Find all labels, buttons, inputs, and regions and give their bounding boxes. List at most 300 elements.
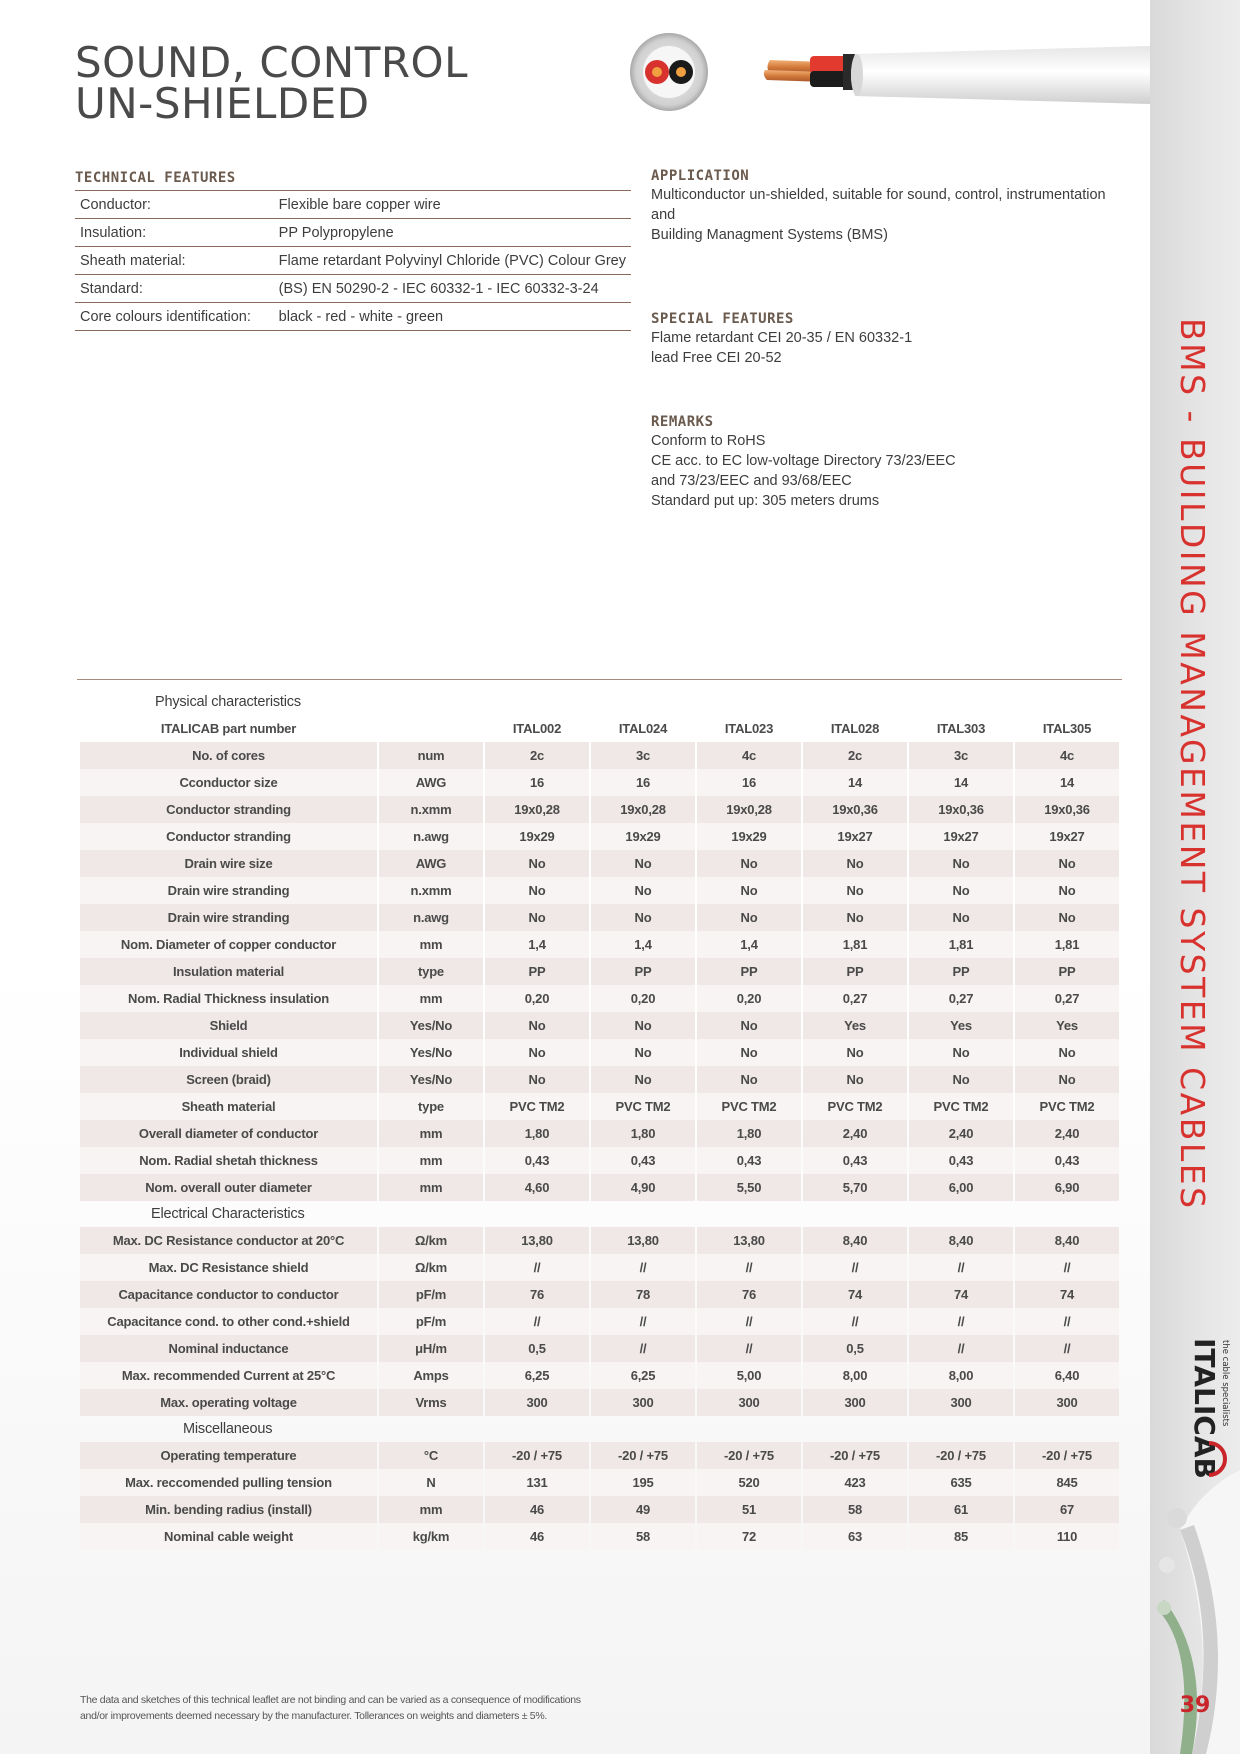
table-row [80, 985, 1119, 1012]
row-value: 1,80 [697, 1120, 801, 1147]
row-value: 78 [591, 1281, 695, 1308]
row-value: // [909, 1335, 1013, 1362]
row-value: No [697, 1012, 801, 1039]
row-value: 19x0,36 [909, 796, 1013, 823]
row-value: PVC TM2 [485, 1093, 589, 1120]
row-value: 0,5 [485, 1335, 589, 1362]
row-label: Max. DC Resistance shield [80, 1254, 377, 1281]
row-value: 19x29 [485, 823, 589, 850]
row-value: 6,00 [909, 1174, 1013, 1201]
row-label: Nom. Radial shetah thickness [80, 1147, 377, 1174]
row-value: 0,43 [909, 1147, 1013, 1174]
row-value: // [909, 1308, 1013, 1335]
row-value: 0,43 [485, 1147, 589, 1174]
cable-illustration [625, 40, 1150, 120]
row-value: 58 [803, 1496, 907, 1523]
row-unit: Yes/No [379, 1012, 483, 1039]
row-unit: Yes/No [379, 1039, 483, 1066]
row-value: // [697, 1335, 801, 1362]
row-value: 19x0,28 [485, 796, 589, 823]
row-value: 76 [697, 1281, 801, 1308]
row-value: 2c [485, 742, 589, 769]
disclaimer [80, 1692, 680, 1724]
section-title: Physical characteristics [155, 694, 301, 710]
row-value: 0,20 [697, 985, 801, 1012]
technical-feature-row [75, 247, 631, 275]
row-label: Shield [80, 1012, 377, 1039]
row-label: Cconductor size [80, 769, 377, 796]
row-label: Min. bending radius (install) [80, 1496, 377, 1523]
row-value: 1,80 [485, 1120, 589, 1147]
row-value: 3c [909, 742, 1013, 769]
row-value: No [591, 877, 695, 904]
row-value: PVC TM2 [803, 1093, 907, 1120]
disclaimer-line: and/or improvements deemed necessary by the manufacturer. Tollerances on weights and diameters ± 5%. [80, 1710, 547, 1722]
row-unit: pF/m [379, 1281, 483, 1308]
row-value: 19x0,36 [803, 796, 907, 823]
row-value: 0,27 [1015, 985, 1119, 1012]
row-value: 72 [697, 1523, 801, 1550]
row-value: No [1015, 1039, 1119, 1066]
row-value: No [697, 904, 801, 931]
row-label: Insulation material [80, 958, 377, 985]
row-unit: Vrms [379, 1389, 483, 1416]
row-value: No [591, 1039, 695, 1066]
row-value: No [909, 1039, 1013, 1066]
row-value: 300 [803, 1389, 907, 1416]
row-value: Yes [1015, 1012, 1119, 1039]
row-value: 49 [591, 1496, 695, 1523]
row-value: 8,00 [909, 1362, 1013, 1389]
row-value: 85 [909, 1523, 1013, 1550]
section-title-cell [80, 1201, 1119, 1227]
row-value: 16 [485, 769, 589, 796]
row-unit: mm [379, 1496, 483, 1523]
part-number-row [80, 715, 1119, 742]
row-unit: mm [379, 1120, 483, 1147]
row-unit: °C [379, 1442, 483, 1469]
vertical-category-title: BMS - BUILDING MANAGEMENT SYSTEM CABLES [1173, 318, 1212, 1211]
row-unit: mm [379, 1147, 483, 1174]
row-value: 19x27 [803, 823, 907, 850]
row-unit: AWG [379, 769, 483, 796]
row-value: 5,70 [803, 1174, 907, 1201]
technical-feature-value: PP Polypropylene [274, 219, 631, 247]
row-value: 51 [697, 1496, 801, 1523]
technical-feature-value: Flame retardant Polyvinyl Chloride (PVC) Colour Grey [274, 247, 631, 275]
technical-feature-row [75, 275, 631, 303]
row-value: 13,80 [485, 1227, 589, 1254]
part-number: ITAL023 [724, 721, 774, 736]
row-value: No [1015, 850, 1119, 877]
row-value: -20 / +75 [803, 1442, 907, 1469]
row-value: -20 / +75 [591, 1442, 695, 1469]
row-value: 8,00 [803, 1362, 907, 1389]
row-label: Nom. Radial Thickness insulation [80, 985, 377, 1012]
table-row [80, 1039, 1119, 1066]
disclaimer-line: The data and sketches of this technical leaflet are not binding and can be varied as a consequence of modifications [80, 1694, 581, 1706]
row-value: 2,40 [1015, 1120, 1119, 1147]
row-value: 58 [591, 1523, 695, 1550]
row-value: 1,4 [697, 931, 801, 958]
row-value: 2,40 [909, 1120, 1013, 1147]
row-value: 5,50 [697, 1174, 801, 1201]
page-title [75, 38, 635, 128]
row-value: 14 [909, 769, 1013, 796]
row-unit: n.xmm [379, 877, 483, 904]
table-row [80, 1496, 1119, 1523]
remarks-line: Conform to RoHS [651, 433, 766, 449]
row-value: 1,81 [1015, 931, 1119, 958]
row-value: 1,4 [485, 931, 589, 958]
row-value: -20 / +75 [1015, 1442, 1119, 1469]
row-value: No [591, 1012, 695, 1039]
row-unit: type [379, 1093, 483, 1120]
row-value: No [591, 904, 695, 931]
row-value: // [591, 1254, 695, 1281]
table-row [80, 1120, 1119, 1147]
part-number-unit [379, 715, 483, 742]
part-number: ITAL028 [830, 721, 880, 736]
section-title-row [80, 1416, 1119, 1442]
brand-name: ITALICAB [1188, 1338, 1221, 1479]
row-value: // [591, 1308, 695, 1335]
table-row [80, 796, 1119, 823]
row-unit: num [379, 742, 483, 769]
row-value: 300 [909, 1389, 1013, 1416]
row-label: Drain wire size [80, 850, 377, 877]
row-value: 300 [485, 1389, 589, 1416]
row-value: 13,80 [697, 1227, 801, 1254]
row-value: PVC TM2 [909, 1093, 1013, 1120]
row-label: Conductor stranding [80, 823, 377, 850]
row-value: No [803, 1066, 907, 1093]
special-features-line: Flame retardant CEI 20-35 / EN 60332-1 [651, 330, 913, 346]
row-label: Nom. Diameter of copper conductor [80, 931, 377, 958]
row-unit: n.awg [379, 823, 483, 850]
technical-feature-label: Standard: [75, 275, 274, 303]
row-value: 74 [1015, 1281, 1119, 1308]
row-value: 1,81 [803, 931, 907, 958]
special-features-heading: SPECIAL FEATURES [651, 311, 794, 327]
remarks-line: Standard put up: 305 meters drums [651, 493, 880, 509]
row-unit: N [379, 1469, 483, 1496]
table-row [80, 850, 1119, 877]
row-value: No [591, 1066, 695, 1093]
row-value: // [485, 1254, 589, 1281]
application-section [651, 168, 1131, 245]
row-value: PP [697, 958, 801, 985]
row-value: PP [1015, 958, 1119, 985]
italicab-logo [1163, 1335, 1230, 1479]
row-unit: Amps [379, 1362, 483, 1389]
row-label: Sheath material [80, 1093, 377, 1120]
brand-logo-icon [1163, 1335, 1230, 1479]
technical-features [75, 170, 631, 331]
table-row [80, 769, 1119, 796]
technical-feature-label: Core colours identification: [75, 303, 274, 331]
row-value: // [591, 1335, 695, 1362]
row-value: 19x29 [697, 823, 801, 850]
row-label: Capacitance cond. to other cond.+shield [80, 1308, 377, 1335]
special-features-line: lead Free CEI 20-52 [651, 350, 782, 366]
technical-features-heading: TECHNICAL FEATURES [75, 170, 236, 186]
section-divider [77, 679, 1122, 680]
row-label: Nom. overall outer diameter [80, 1174, 377, 1201]
row-value: No [485, 877, 589, 904]
part-number: ITAL002 [512, 721, 562, 736]
row-value: // [1015, 1308, 1119, 1335]
row-value: No [485, 904, 589, 931]
application-line: Building Managment Systems (BMS) [651, 227, 888, 243]
row-label: Drain wire stranding [80, 904, 377, 931]
part-number: ITAL305 [1042, 721, 1092, 736]
technical-feature-row [75, 191, 631, 219]
row-value: 16 [697, 769, 801, 796]
row-value: 131 [485, 1469, 589, 1496]
row-unit: pF/m [379, 1308, 483, 1335]
row-label: Screen (braid) [80, 1066, 377, 1093]
row-value: No [697, 877, 801, 904]
row-unit: mm [379, 1174, 483, 1201]
row-value: 19x0,28 [697, 796, 801, 823]
row-label: Nominal cable weight [80, 1523, 377, 1550]
row-value: 520 [697, 1469, 801, 1496]
row-value: 1,81 [909, 931, 1013, 958]
row-value: 845 [1015, 1469, 1119, 1496]
row-value: No [697, 1039, 801, 1066]
row-value: // [697, 1308, 801, 1335]
row-value: 19x0,36 [1015, 796, 1119, 823]
table-row [80, 1227, 1119, 1254]
row-value: 300 [1015, 1389, 1119, 1416]
technical-feature-value: (BS) EN 50290-2 - IEC 60332-1 - IEC 60332-3-24 [274, 275, 631, 303]
row-value: // [803, 1254, 907, 1281]
row-value: 13,80 [591, 1227, 695, 1254]
row-value: 0,20 [591, 985, 695, 1012]
row-value: PVC TM2 [591, 1093, 695, 1120]
section-title-row [80, 689, 1119, 715]
part-number-label: ITALICAB part number [160, 721, 297, 736]
row-label: Capacitance conductor to conductor [80, 1281, 377, 1308]
remarks-line: CE acc. to EC low-voltage Directory 73/23/EEC [651, 453, 956, 469]
table-row [80, 1281, 1119, 1308]
technical-features-table [75, 190, 631, 331]
row-value: 5,00 [697, 1362, 801, 1389]
row-value: 0,43 [1015, 1147, 1119, 1174]
section-title-cell [80, 1416, 1119, 1442]
table-row [80, 742, 1119, 769]
application-line: Multiconductor un-shielded, suitable for sound, control, instrumentation and [651, 187, 1106, 223]
table-row [80, 1335, 1119, 1362]
row-value: 0,5 [803, 1335, 907, 1362]
row-value: 74 [909, 1281, 1013, 1308]
special-features-section [651, 311, 1131, 368]
row-label: Max. recommended Current at 25°C [80, 1362, 377, 1389]
row-value: -20 / +75 [909, 1442, 1013, 1469]
row-value: No [485, 850, 589, 877]
brand-tagline: the cable specialists [1220, 1340, 1230, 1427]
row-value: 1,80 [591, 1120, 695, 1147]
row-value: 1,4 [591, 931, 695, 958]
row-value: Yes [803, 1012, 907, 1039]
row-value: No [803, 850, 907, 877]
row-value: No [697, 1066, 801, 1093]
table-row [80, 1093, 1119, 1120]
row-unit: μH/m [379, 1335, 483, 1362]
row-value: PP [591, 958, 695, 985]
row-unit: n.xmm [379, 796, 483, 823]
remarks-section [651, 414, 1131, 511]
row-value: 4,90 [591, 1174, 695, 1201]
row-unit: mm [379, 931, 483, 958]
table-row [80, 1442, 1119, 1469]
row-value: 8,40 [803, 1227, 907, 1254]
section-title-row [80, 1201, 1119, 1227]
row-value: 74 [803, 1281, 907, 1308]
row-value: No [803, 904, 907, 931]
row-value: 300 [697, 1389, 801, 1416]
row-value: // [803, 1308, 907, 1335]
row-label: Max. operating voltage [80, 1389, 377, 1416]
row-value: // [1015, 1335, 1119, 1362]
row-label: Nominal inductance [80, 1335, 377, 1362]
row-label: Overall diameter of conductor [80, 1120, 377, 1147]
row-value: 6,90 [1015, 1174, 1119, 1201]
table-row [80, 1254, 1119, 1281]
row-value: 0,27 [909, 985, 1013, 1012]
row-label: Max. DC Resistance conductor at 20°C [80, 1227, 377, 1254]
technical-feature-label: Conductor: [75, 191, 274, 219]
row-value: 67 [1015, 1496, 1119, 1523]
row-value: 76 [485, 1281, 589, 1308]
row-value: 46 [485, 1523, 589, 1550]
table-row [80, 1523, 1119, 1550]
special-features-text [651, 328, 1131, 368]
row-unit: type [379, 958, 483, 985]
row-unit: kg/km [379, 1523, 483, 1550]
technical-feature-label: Insulation: [75, 219, 274, 247]
row-value: PVC TM2 [1015, 1093, 1119, 1120]
row-value: 19x27 [909, 823, 1013, 850]
technical-feature-value: Flexible bare copper wire [274, 191, 631, 219]
row-value: 300 [591, 1389, 695, 1416]
application-text [651, 185, 1131, 245]
table-row [80, 1389, 1119, 1416]
row-value: 635 [909, 1469, 1013, 1496]
row-value: 423 [803, 1469, 907, 1496]
row-value: No [909, 904, 1013, 931]
row-value: 2,40 [803, 1120, 907, 1147]
row-value: 3c [591, 742, 695, 769]
row-value: 110 [1015, 1523, 1119, 1550]
row-value: No [909, 877, 1013, 904]
table-row [80, 1308, 1119, 1335]
row-value: 14 [1015, 769, 1119, 796]
row-value: No [803, 1039, 907, 1066]
row-unit: Ω/km [379, 1227, 483, 1254]
row-value: // [485, 1308, 589, 1335]
row-label: Individual shield [80, 1039, 377, 1066]
row-value: 6,25 [485, 1362, 589, 1389]
row-value: 4c [1015, 742, 1119, 769]
cable-cross-section-icon [630, 33, 708, 111]
row-value: PP [909, 958, 1013, 985]
table-row [80, 1066, 1119, 1093]
row-unit: Yes/No [379, 1066, 483, 1093]
row-value: No [1015, 877, 1119, 904]
row-unit: AWG [379, 850, 483, 877]
title-line-1: SOUND, CONTROL [75, 38, 469, 87]
table-row [80, 1469, 1119, 1496]
row-value: 14 [803, 769, 907, 796]
row-value: PP [485, 958, 589, 985]
section-title: Electrical Characteristics [151, 1206, 305, 1222]
row-value: -20 / +75 [697, 1442, 801, 1469]
row-value: // [697, 1254, 801, 1281]
table-row [80, 1362, 1119, 1389]
table-row [80, 1147, 1119, 1174]
row-label: Max. reccomended pulling tension [80, 1469, 377, 1496]
specifications-table [78, 689, 1121, 1550]
row-value: 19x29 [591, 823, 695, 850]
row-unit: Ω/km [379, 1254, 483, 1281]
cable-side-view-icon [764, 46, 1150, 104]
row-label: Conductor stranding [80, 796, 377, 823]
row-value: 46 [485, 1496, 589, 1523]
row-value: 0,20 [485, 985, 589, 1012]
technical-feature-row [75, 219, 631, 247]
row-value: No [909, 850, 1013, 877]
row-value: No [909, 1066, 1013, 1093]
table-row [80, 958, 1119, 985]
row-value: Yes [909, 1012, 1013, 1039]
application-heading: APPLICATION [651, 168, 750, 184]
part-number: ITAL303 [936, 721, 986, 736]
row-value: No [697, 850, 801, 877]
table-row [80, 931, 1119, 958]
row-value: 0,43 [697, 1147, 801, 1174]
row-value: PP [803, 958, 907, 985]
row-label: Drain wire stranding [80, 877, 377, 904]
table-row [80, 823, 1119, 850]
row-value: 4c [697, 742, 801, 769]
row-value: 6,25 [591, 1362, 695, 1389]
row-value: PVC TM2 [697, 1093, 801, 1120]
technical-feature-label: Sheath material: [75, 247, 274, 275]
row-unit: mm [379, 985, 483, 1012]
remarks-heading: REMARKS [651, 414, 714, 430]
table-row [80, 904, 1119, 931]
section-title-cell [80, 689, 1119, 715]
row-unit: n.awg [379, 904, 483, 931]
row-value: 6,40 [1015, 1362, 1119, 1389]
row-label: Operating temperature [80, 1442, 377, 1469]
row-value: No [485, 1012, 589, 1039]
remarks-text [651, 431, 1131, 511]
row-value: 19x0,28 [591, 796, 695, 823]
row-value: No [485, 1039, 589, 1066]
row-value: 16 [591, 769, 695, 796]
row-value: No [485, 1066, 589, 1093]
row-value: 8,40 [1015, 1227, 1119, 1254]
row-value: 8,40 [909, 1227, 1013, 1254]
row-value: 195 [591, 1469, 695, 1496]
page-number: 39 [1179, 1693, 1211, 1718]
row-value: 61 [909, 1496, 1013, 1523]
row-value: 0,43 [803, 1147, 907, 1174]
table-row [80, 1174, 1119, 1201]
